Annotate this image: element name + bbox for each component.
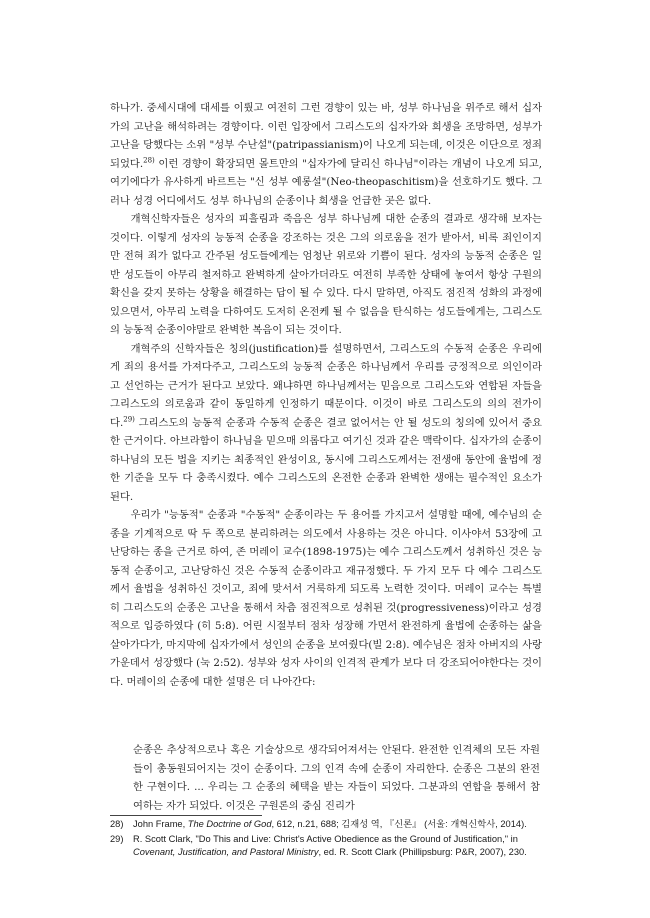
paragraph-4	[110, 506, 542, 691]
paragraph-2	[110, 210, 542, 340]
footnote-book-title: The Doctrine of God	[187, 819, 272, 829]
footnote-ref-28[interactable]: 28)	[143, 156, 155, 165]
paragraph-text: 개혁주의 신학자들은 칭의(justification)를 설명하면서, 그리스도의 수동적 순종은 우리에게 죄의 용서를 가져다주고, 그리스도의 능동적 순종은 하나님께서 우리를 긍정적으로 의인이라고 선언하는 근거가 된다고 보았다. 왜냐하면 하나님께서는 믿음으로 그리스도와 연합된 자들을 그리스도의 의로움과 같이 동일하게 인정하기 때문이다. 이것이 바로 그리스도의 의의 전가이다.	[110, 342, 542, 429]
footnote-text-post: , 612, n.21, 688; 김재성 역, 『신론』 (서울: 개혁신학사, 2014).	[271, 819, 527, 829]
paragraph-1	[110, 99, 542, 210]
footnote-book-title: Covenant, Justification, and Pastoral Ministry	[133, 847, 319, 857]
body-text	[110, 99, 542, 691]
paragraph-text: 그리스도의 능동적 순종과 수동적 순종은 결코 없어서는 안 될 성도의 칭의에 있어서 중요한 근거이다. 아브라함이 하나님을 믿으매 의롭다고 여기신 것과 같은 맥락이다. 십자가의 순종이 하나님의 모든 법을 지키는 최종적인 완성이요, 동시에 그리스도께서는 전생애 동안에 율법에 정한 기준을 모두 다 충족시켰다. 예수 그리스도의 온전한 순종과 완벽한 생애는 필수적인 요소가 된다.	[110, 416, 542, 503]
block-quote	[133, 741, 540, 815]
paragraph-text: 하나가. 중세시대에 대세를 이뤘고 여전히 그런 경향이 있는 바, 성부 하나님을 위주로 해서 십자가의 고난을 해석하려는 경향이다. 이런 입장에서 그리스도의 십자가와 희생을 조망하면, 성부가 고난을 당했다는 소위 "성부 수난설"(patripassianism)이 나오게 되는데, 이것은 이단으로 정죄되었다.	[110, 102, 542, 170]
footnote-text-pre: R. Scott Clark, "Do This and Live: Christ's Active Obedience as the Ground of Justification," in	[133, 834, 518, 844]
paragraph-text: 개혁신학자들은 성자의 피흘림과 죽음은 성부 하나님께 대한 순종의 결과로 생각해 보자는 것이다. 이렇게 성자의 능동적 순종을 강조하는 것은 그의 의로움을 전가 받아서, 비록 죄인이지만 전혀 죄가 없다고 간주된 성도들에게는 엄청난 위로와 기쁨이 된다. 성자의 능동적 순종은 일반 성도들이 아무리 철저하고 완벽하게 살아가더라도 여전히 부족한 상태에 놓여서 항상 구원의 확신을 갖지 못하는 상황을 해결하는 답이 될 수 있다. 다시 말하면, 아직도 점진적 성화의 과정에 있으면서, 아무리 노력을 다하여도 도저히 온전케 될 수 없음을 탄식하는 성도들에게는, 그리스도의 능동적 순종이야말로 완벽한 복음이 되는 것이다.	[110, 213, 542, 336]
footnote-28	[110, 818, 542, 831]
footnote-number: 29)	[110, 834, 124, 844]
footnote-text	[133, 833, 542, 859]
paragraph-text: 이런 경향이 확장되면 몰트만의 "십자가에 달리신 하나님"이라는 개념이 나오게 되고, 여기에다가 유사하게 바르트는 "신 성부 예롱설"(Neo-theopaschitism)을 선호하기도 했다. 그러나 성경 어디에서도 성부 하나님의 순종이나 희생을 언급한 곳은 없다.	[110, 157, 542, 207]
paragraph-text: 우리가 "능동적" 순종과 "수동적" 순종이라는 두 용어를 가지고서 설명할 때에, 예수님의 순종을 기계적으로 딱 두 쪽으로 분리하려는 의도에서 사용하는 것은 아니다. 이사야서 53장에 고난당하는 종을 근거로 하여, 존 머레이 교수(1898-1975)는 예수 그리스도께서 성취하신 것은 능동적 순종이고, 고난당하신 것은 수동적 순종이라고 재규정했다. 두 가지 모두 다 예수 그리스도께서 율법을 성취하신 것이고, 죄에 맞서서 거룩하게 되도록 노력한 것이다. 머레이 교수는 특별히 그리스도의 순종은 고난을 통해서 차츰 점진적으로 성취된 것(progressiveness)이라고 성경적으로 입증하였다 (히 5:8). 어린 시절부터 점차 성장해 가면서 완전하게 율법에 순종하는 삶을 살아가다가, 마지막에 십자가에서 성인의 순종을 보여줬다(빌 2:8). 예수님은 점차 아버지의 사랑 가운데서 성장했다 (눅 2:52). 성부와 성자 사이의 인격적 관계가 보다 더 강조되어야한다는 것이다. 머레이의 순종에 대한 설명은 더 나아간다:	[110, 509, 542, 688]
footnote-divider	[110, 815, 262, 816]
footnote-text-pre: John Frame,	[133, 819, 188, 829]
block-quote-text: 순종은 추상적으로나 혹은 기술상으로 생각되어져서는 안된다. 완전한 인격체의 모든 자원들이 총동원되어지는 것이 순종이다. 그의 인격 속에 순종이 자리한다. 순종은 그분의 완전한 구현이다. ... 우리는 그 순종의 혜택을 받는 자들이 되었다. 그분과의 연합을 통해서 참여하는 자가 되었다. 이것은 구원론의 중심 진리가	[133, 744, 540, 812]
footnote-text-post: , ed. R. Scott Clark (Phillipsburg: P&R, 2007), 230.	[318, 847, 527, 857]
footnote-ref-29[interactable]: 29)	[123, 415, 135, 424]
footnote-29	[110, 833, 542, 859]
footnotes	[110, 818, 542, 861]
paragraph-3	[110, 340, 542, 507]
footnote-number: 28)	[110, 819, 124, 829]
footnote-text	[133, 818, 542, 831]
